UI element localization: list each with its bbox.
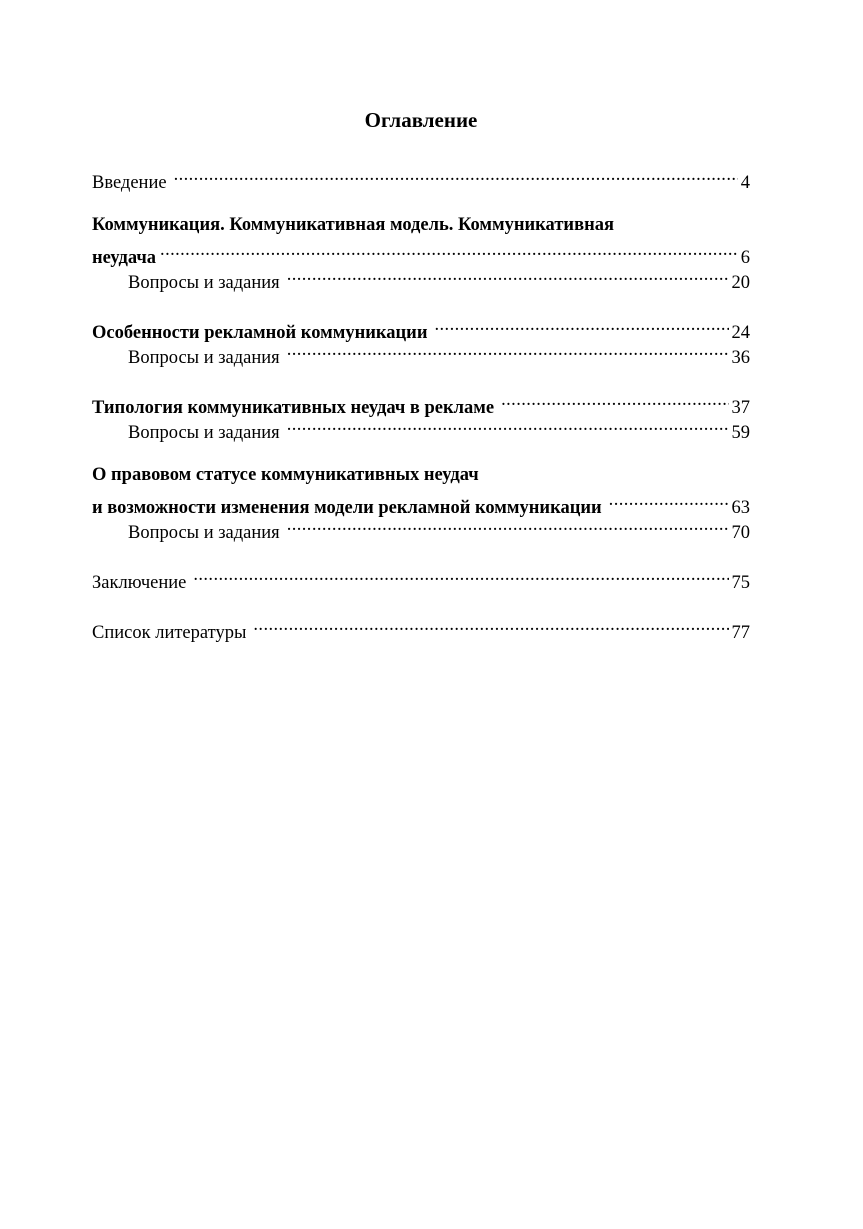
dot-leader <box>174 163 738 188</box>
dot-leader <box>609 488 729 513</box>
toc-page-number: 75 <box>731 573 750 593</box>
toc-entry-label: Заключение <box>92 573 187 593</box>
toc-title: Оглавление <box>364 108 478 132</box>
toc-entry-label-line1: Коммуникация. Коммуникативная модель. Коммуникативная <box>92 215 614 235</box>
toc-entry-bibliography[interactable] <box>92 613 750 643</box>
toc-subentry-label: Вопросы и задания <box>128 348 280 368</box>
toc-page-number: 36 <box>731 348 750 368</box>
toc-entry-chapter-3[interactable] <box>92 388 750 443</box>
toc-entry-label-line2: неудача <box>92 248 157 268</box>
toc-entry-label-line1: О правовом статусе коммуникативных неудач <box>92 465 479 485</box>
toc-page-number: 6 <box>740 248 750 268</box>
dot-leader <box>287 263 729 288</box>
toc-page-number: 37 <box>731 398 750 418</box>
dot-leader <box>287 413 729 438</box>
toc-entry-label: Введение <box>92 173 167 193</box>
dot-leader <box>501 388 728 413</box>
toc-page-number: 59 <box>731 423 750 443</box>
toc-subentry-label: Вопросы и задания <box>128 423 280 443</box>
toc-entry-chapter-2[interactable] <box>92 313 750 368</box>
toc-entry-label: Список литературы <box>92 623 247 643</box>
toc-page-number: 4 <box>740 173 750 193</box>
toc-entry-intro[interactable] <box>92 163 750 193</box>
toc-entry-label: Особенности рекламной коммуникации <box>92 323 428 343</box>
toc-entry-conclusion[interactable] <box>92 563 750 593</box>
toc-list <box>92 163 750 643</box>
dot-leader <box>287 513 729 538</box>
dot-leader <box>435 313 729 338</box>
toc-page-number: 24 <box>731 323 750 343</box>
toc-entry-label-line2: и возможности изменения модели рекламной коммуникации <box>92 498 602 518</box>
toc-entry-label: Типология коммуникативных неудач в рекламе <box>92 398 495 418</box>
toc-entry-chapter-1[interactable] <box>92 213 750 293</box>
dot-leader <box>287 338 729 363</box>
toc-subentry-label: Вопросы и задания <box>128 273 280 293</box>
toc-page-number: 20 <box>731 273 750 293</box>
toc-page-number: 63 <box>731 498 750 518</box>
dot-leader <box>253 613 728 638</box>
toc-subentry-questions-1[interactable] <box>92 263 750 293</box>
toc-page-number: 70 <box>731 523 750 543</box>
dot-leader <box>193 563 728 588</box>
toc-subentry-label: Вопросы и задания <box>128 523 280 543</box>
toc-entry-chapter-4[interactable] <box>92 463 750 543</box>
toc-page-number: 77 <box>731 623 750 643</box>
dot-leader <box>160 238 738 263</box>
